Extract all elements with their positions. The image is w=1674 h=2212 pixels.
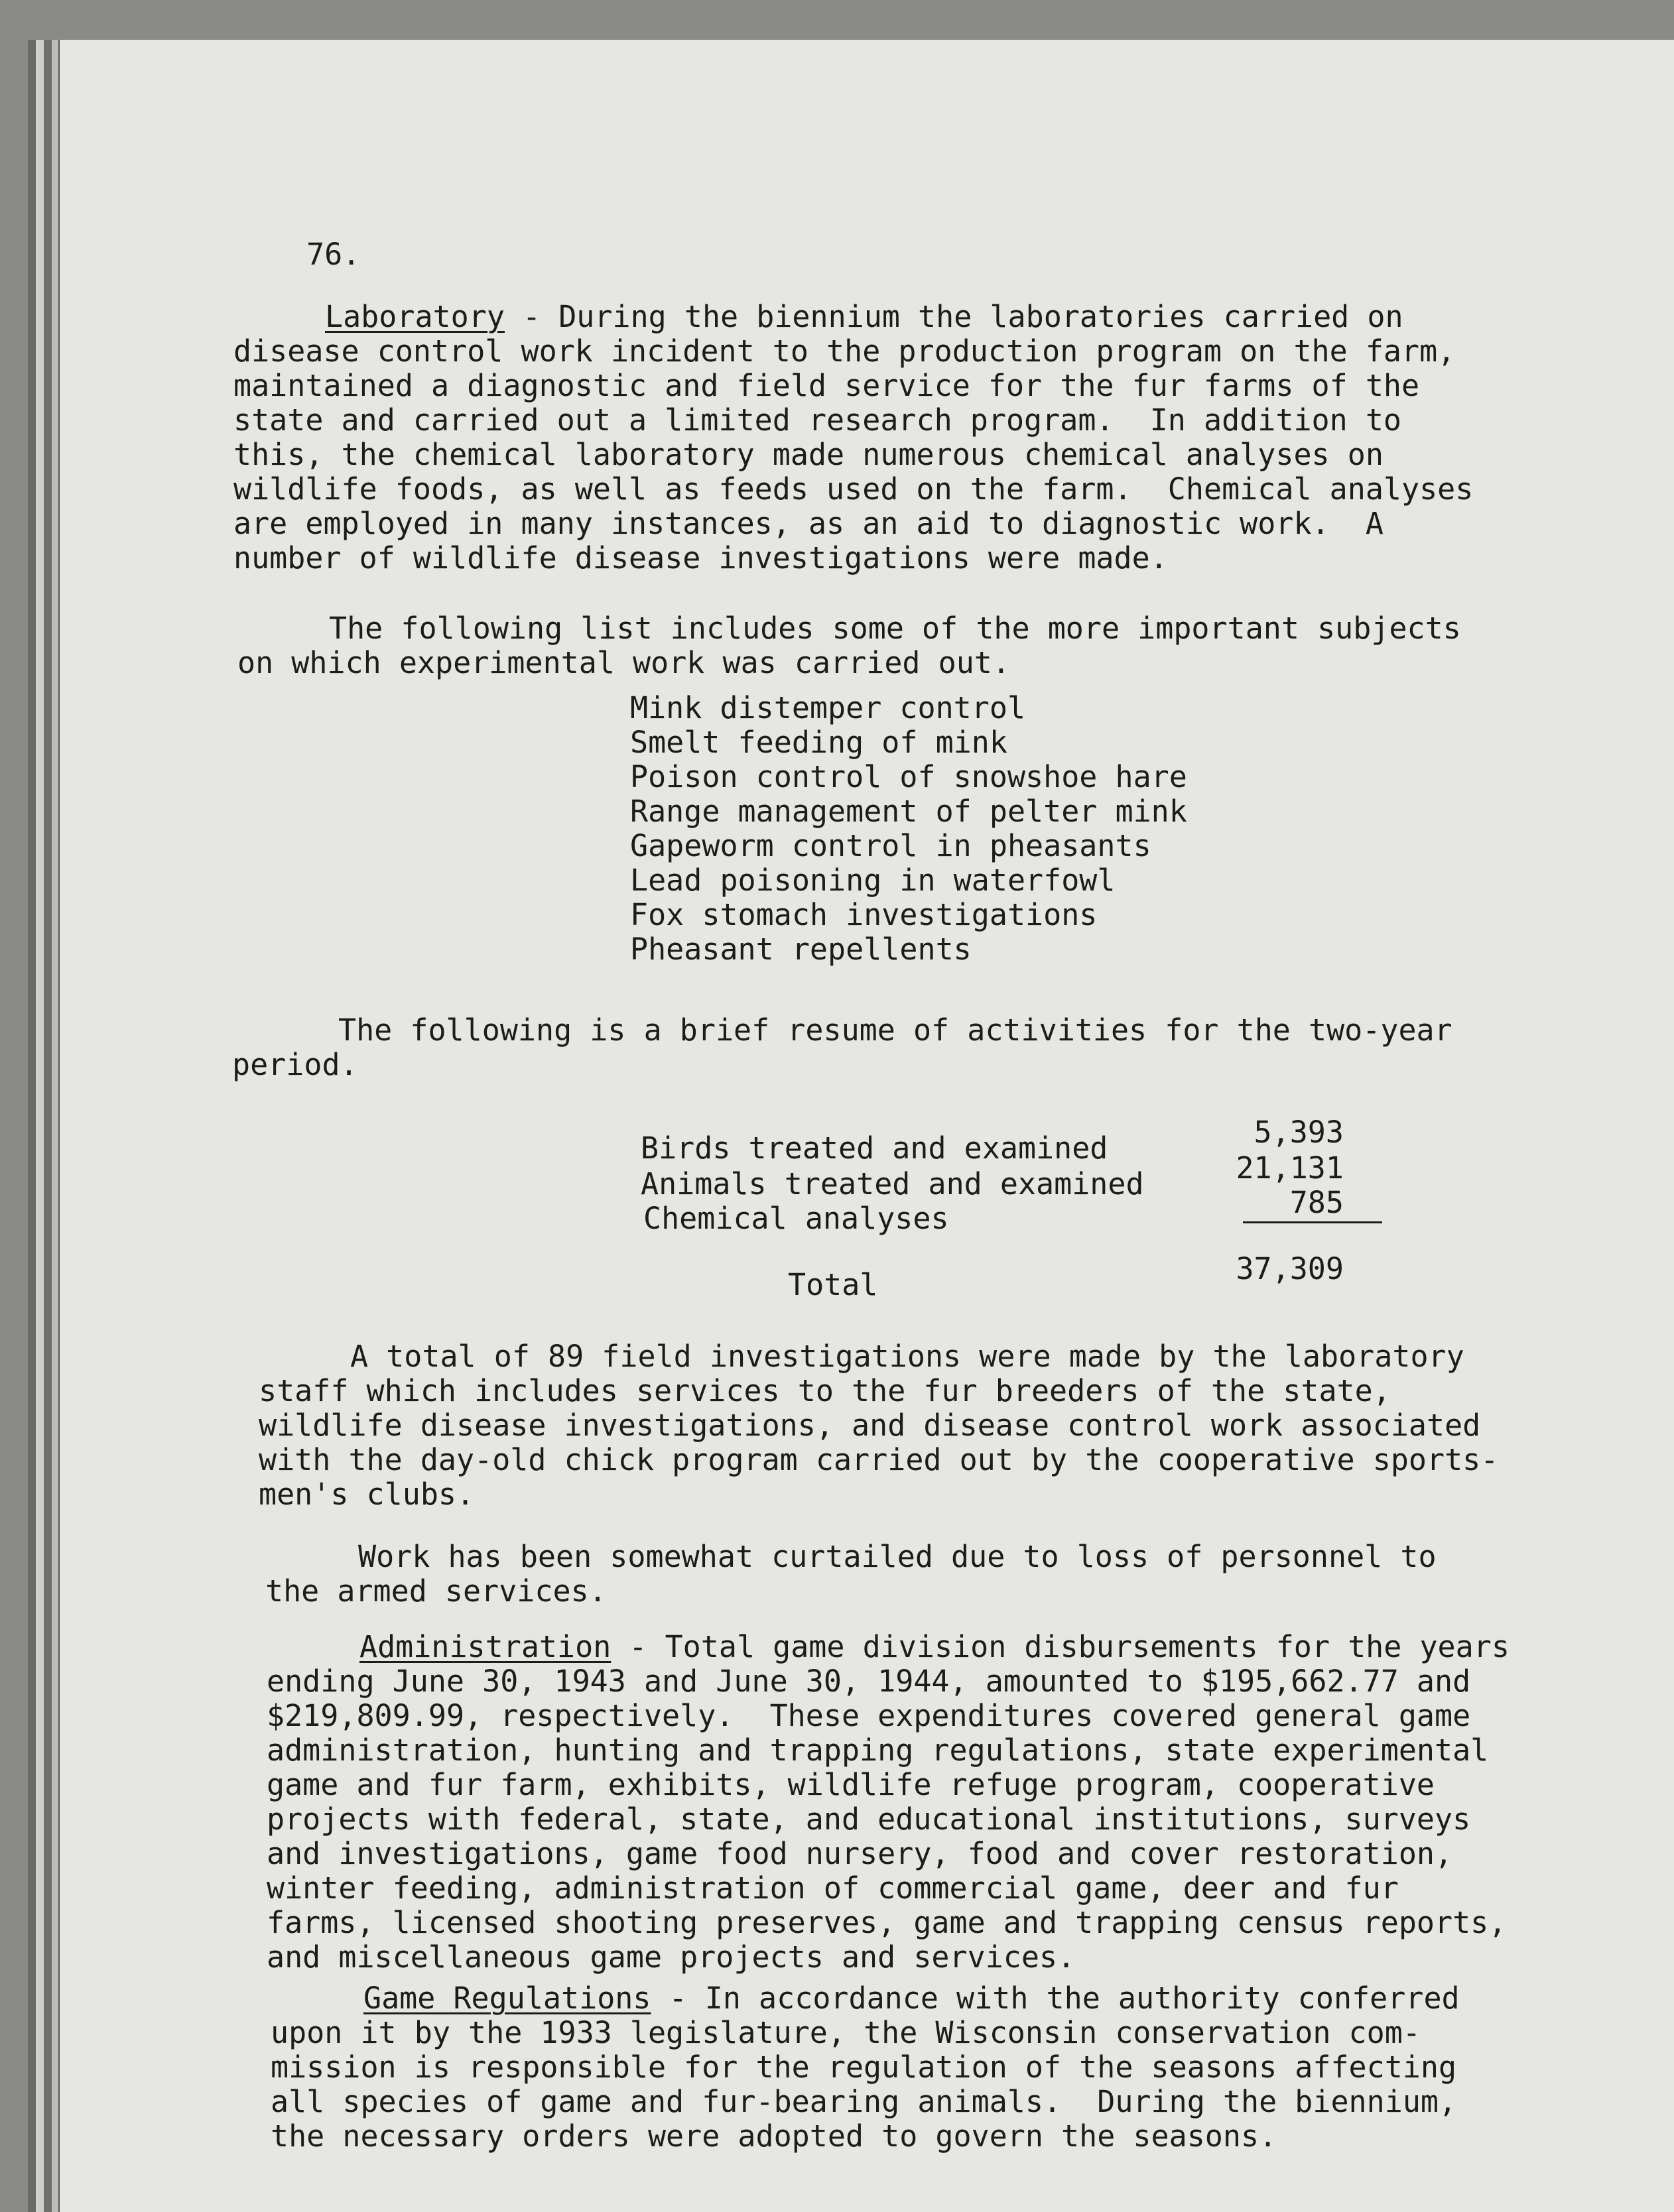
game-regulations-paragraph: Game Regulations - In accordance with the authority conferred upon it by the 1933 legislature, the Wisconsin conservation com- mission is responsible for the regulation of the seasons affecting all species of game and fur-bearing animals. During the biennium, the necessary orders were adopted to govern the seasons.	[271, 1981, 1460, 2154]
list-item: Poison control of snowshoe hare	[630, 759, 1187, 794]
administration-heading: Administration	[359, 1629, 612, 1664]
experimental-subjects-list	[630, 691, 1187, 967]
game-regulations-heading: Game Regulations	[363, 1981, 651, 2016]
curtailed-paragraph: Work has been somewhat curtailed due to loss of personnel to the armed services.	[265, 1539, 1437, 1609]
laboratory-paragraph: Laboratory - During the biennium the laboratories carried on disease control work incident to the production program on the farm, maintained a diagnostic and field service for the fur farms of the state and carried out a limited research program. In addition to this, the chemical laboratory made numerous chemical analyses on wildlife foods, as well as feeds used on the farm. Chemical analyses are employed in many instances, as an aid to diagnostic work. A number of wildlife disease investigations were made.	[233, 299, 1474, 576]
laboratory-heading: Laboratory	[325, 299, 505, 334]
sum-rule	[1243, 1221, 1382, 1223]
list-intro-paragraph: The following list includes some of the more important subjects on which experimental work was carried out.	[237, 611, 1461, 680]
activity-label: Chemical analyses	[643, 1201, 949, 1236]
activity-label: Birds treated and examined	[641, 1131, 1108, 1166]
activity-value: 785	[1289, 1185, 1344, 1220]
list-item: Smelt feeding of mink	[630, 725, 1007, 760]
field-investigations-paragraph: A total of 89 field investigations were made by the laboratory staff which includes services to the fur breeders of the state, wildlife disease investigations, and disease control work associated with the day-old chick program carried out by the cooperative sports- men's clubs.	[259, 1339, 1499, 1512]
administration-paragraph: Administration - Total game division disbursements for the years ending June 30, 1943 and June 30, 1944, amounted to $195,662.77 and $219,809.99, respectively. These expenditures covered general game administration, hunting and trapping regulations, state experimental game and fur farm, exhibits, wildlife refuge program, cooperative projects with federal, state, and educational institutions, surveys and investigations, game food nursery, food and cover restoration, winter feeding, administration of commercial game, deer and fur farms, licensed shooting preserves, game and trapping census reports, and miscellaneous game projects and services.	[267, 1629, 1510, 1975]
list-item: Fox stomach investigations	[630, 897, 1098, 932]
total-value: 37,309	[1236, 1251, 1344, 1286]
activity-label: Animals treated and examined	[641, 1166, 1144, 1201]
list-item: Gapeworm control in pheasants	[630, 828, 1151, 863]
list-item: Lead poisoning in waterfowl	[630, 863, 1116, 898]
page-number: 76.	[306, 237, 361, 272]
resume-intro-paragraph: The following is a brief resume of activities for the two-year period.	[232, 1013, 1452, 1082]
activity-value: 21,131	[1236, 1150, 1344, 1186]
list-item: Mink distemper control	[630, 690, 1026, 725]
activity-value: 5,393	[1254, 1115, 1344, 1150]
document-page	[58, 40, 1674, 2212]
list-item: Pheasant repellents	[630, 932, 972, 967]
total-label: Total	[788, 1267, 878, 1302]
list-item: Range management of pelter mink	[630, 794, 1187, 829]
